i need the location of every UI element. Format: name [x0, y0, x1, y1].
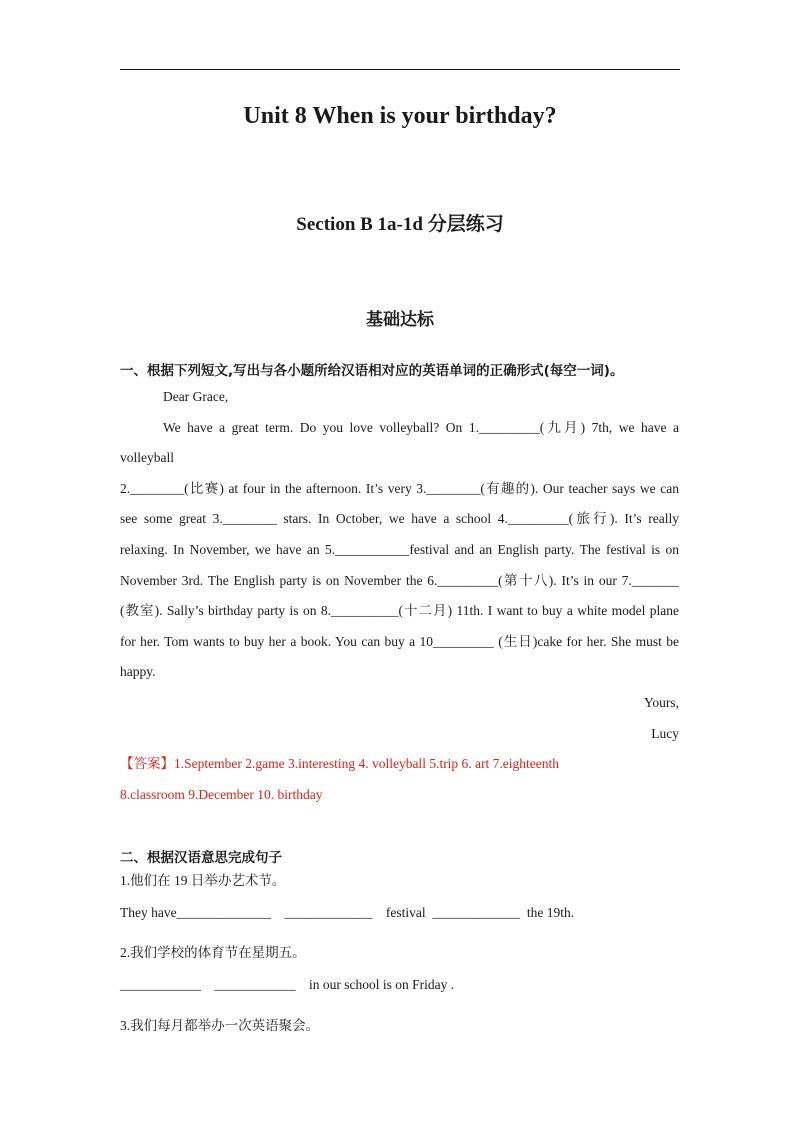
part2-instruction: 二、根据汉语意思完成句子	[120, 850, 282, 866]
answer-key-line: 8.classroom 9.December 10. birthday	[120, 786, 323, 802]
question-prompt: 1.他们在 19 日举办艺术节。	[120, 873, 286, 888]
answer-blank-line: ____________ ____________ in our school is on Friday .	[120, 977, 455, 992]
letter-signature: Lucy	[651, 725, 679, 741]
letter-salutation: Dear Grace,	[163, 389, 229, 404]
passage-line: volleyball	[120, 450, 174, 466]
answer-key-line: 【答案】1.September 2.game 3.interesting 4. volleyball 5.trip 6. art 7.eighteenth	[120, 756, 560, 772]
cloze-passage	[120, 382, 679, 810]
part1-instruction: 一、根据下列短文,写出与各小题所给汉语相对应的英语单词的正确形式(每空一词)。	[120, 363, 624, 379]
question-prompt: 3.我们每月都举办一次英语聚会。	[120, 1018, 320, 1033]
header-rule	[120, 69, 680, 70]
passage-line: November 3rd. The English party is on November the 6._________(第十八). It’s in our 7._______	[120, 572, 679, 588]
passage-line: for her. Tom wants to buy her a book. You can buy a 10_________ (生日)cake for her. She must be	[120, 633, 679, 649]
question-prompt: 2.我们学校的体育节在星期五。	[120, 945, 306, 960]
level-heading: 基础达标	[366, 310, 434, 329]
passage-line: happy.	[120, 664, 156, 680]
letter-closing: Yours,	[643, 694, 679, 710]
page-title: Unit 8 When is your birthday?	[243, 103, 557, 129]
passage-line: 2.________(比赛) at four in the afternoon. It’s very 3.________(有趣的). Our teacher says we can	[120, 480, 679, 496]
passage-line: relaxing. In November, we have an 5.___________festival and an English party. The festival is on	[120, 541, 679, 557]
passage-line: (教室). Sally’s birthday party is on 8.__________(十二月) 11th. I want to buy a white model plane	[120, 603, 679, 619]
passage-line: We have a great term. Do you love volleyball? On 1._________(九月) 7th, we have a	[163, 419, 679, 435]
answer-blank-line: They have______________ _____________ festival _____________ the 19th.	[120, 905, 575, 920]
passage-line: see some great 3.________ stars. In October, we have a school 4._________(旅行). It’s really	[120, 511, 679, 527]
section-subtitle: Section B 1a-1d 分层练习	[296, 214, 504, 235]
